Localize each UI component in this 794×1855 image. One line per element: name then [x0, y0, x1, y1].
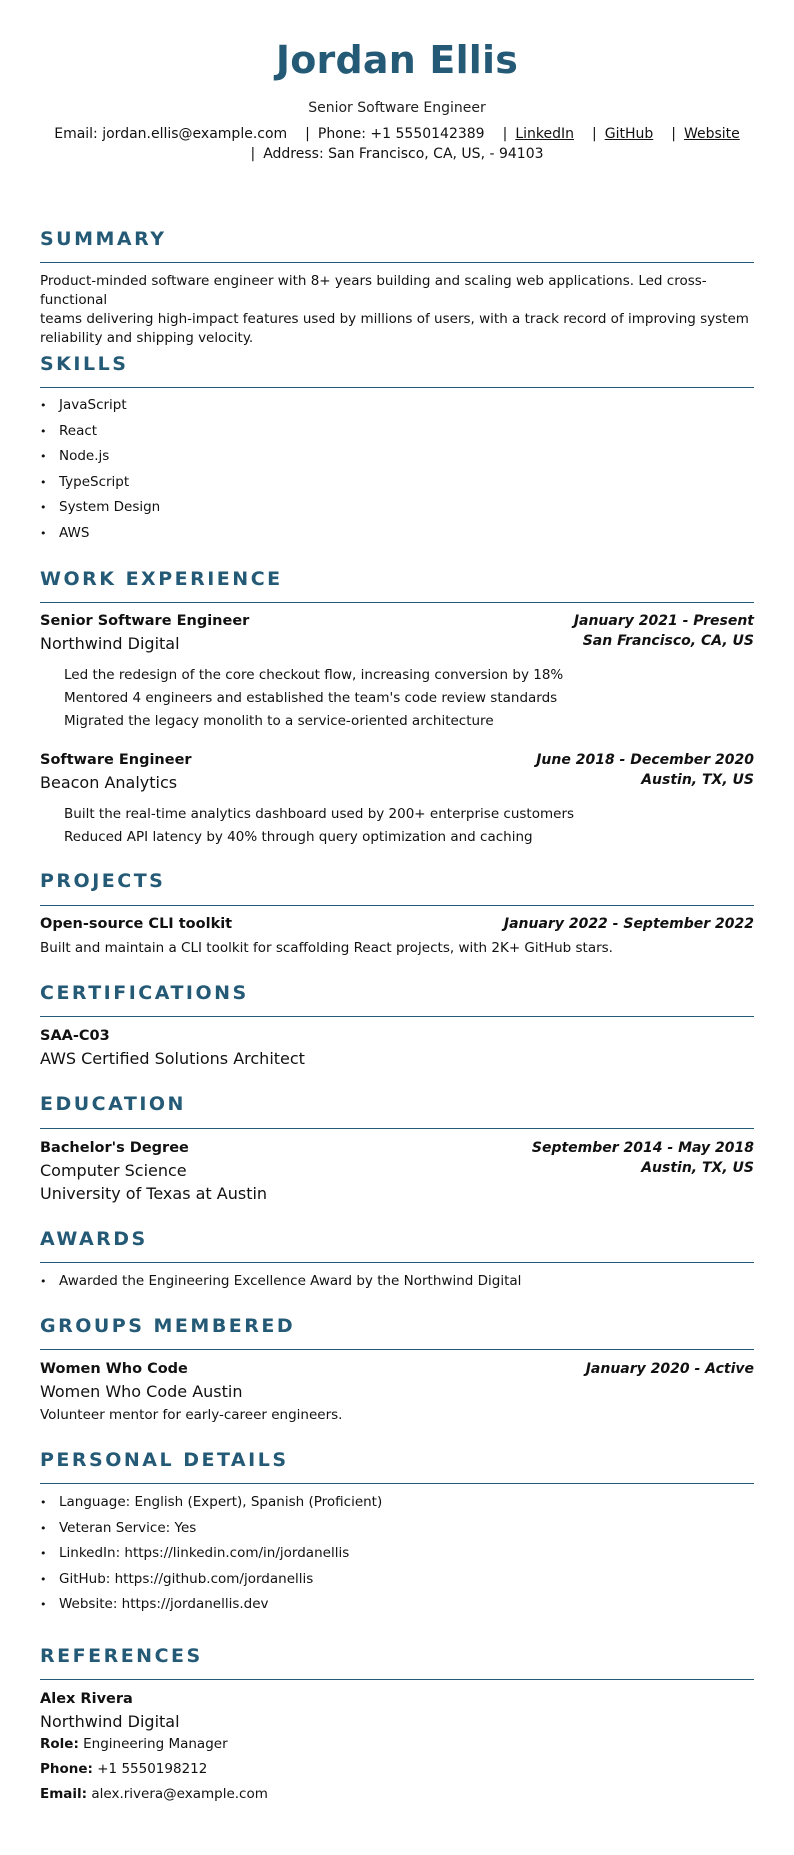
- section-title: EDUCATION: [40, 1093, 186, 1115]
- separator: |: [502, 126, 508, 142]
- skill-item: • TypeScript: [40, 470, 754, 496]
- skill-item: • System Design: [40, 495, 754, 521]
- education-dates: September 2014 - May 2018: [531, 1140, 754, 1156]
- contact-address: Address: San Francisco, CA, US, - 94103: [263, 146, 544, 162]
- section-title: REFERENCES: [40, 1645, 203, 1667]
- personal-item: • LinkedIn: https://linkedin.com/in/jordanellis: [40, 1541, 754, 1567]
- job-highlights: [64, 803, 754, 849]
- separator: |: [250, 146, 256, 162]
- certification-name: AWS Certified Solutions Architect: [40, 1049, 305, 1068]
- job-role: Senior Software Engineer: [40, 613, 250, 629]
- skill-item: • JavaScript: [40, 393, 754, 419]
- awards-list: [40, 1269, 754, 1295]
- job-dates: January 2021 - Present: [573, 613, 754, 629]
- section-divider: [40, 1349, 754, 1350]
- reference-role: [40, 1736, 228, 1752]
- job-highlight: Built the real-time analytics dashboard used by 200+ enterprise customers: [64, 806, 575, 822]
- section-title: PERSONAL DETAILS: [40, 1449, 289, 1471]
- section-title: CERTIFICATIONS: [40, 982, 249, 1004]
- personal-item: • Website: https://jordanellis.dev: [40, 1592, 754, 1618]
- education-school: University of Texas at Austin: [40, 1184, 268, 1203]
- contact-email[interactable]: Email: jordan.ellis@example.com: [54, 126, 288, 142]
- reference-name: Alex Rivera: [40, 1691, 133, 1707]
- job-company: Beacon Analytics: [40, 773, 178, 792]
- reference-phone: [40, 1761, 207, 1777]
- github-link[interactable]: GitHub: [604, 126, 654, 142]
- contact-line: [0, 126, 794, 142]
- contact-phone: Phone: +1 5550142389: [317, 126, 485, 142]
- job-role: Software Engineer: [40, 752, 192, 768]
- reference-email-label: Email:: [40, 1786, 88, 1802]
- personal-item: • GitHub: https://github.com/jordanellis: [40, 1567, 754, 1593]
- reference-role-value: Engineering Manager: [83, 1736, 228, 1752]
- reference-email-value[interactable]: alex.rivera@example.com: [91, 1786, 268, 1802]
- separator: |: [671, 126, 676, 142]
- group-dates: January 2020 - Active: [585, 1361, 754, 1377]
- education-field: Computer Science: [40, 1161, 187, 1180]
- section-divider: [40, 1262, 754, 1263]
- section-divider: [40, 1679, 754, 1680]
- project-description: Built and maintain a CLI toolkit for scaffolding React projects, with 2K+ GitHub stars.: [40, 940, 613, 956]
- summary-line: teams delivering high-impact features used by millions of users, with a track record of improving system: [40, 311, 749, 327]
- personal-list: [40, 1490, 754, 1618]
- group-name: Women Who Code: [40, 1361, 188, 1377]
- skills-list: [40, 393, 754, 546]
- summary-text: [40, 272, 754, 348]
- section-divider: [40, 1128, 754, 1129]
- separator: |: [305, 126, 310, 142]
- job-location: Austin, TX, US: [641, 772, 754, 788]
- section-title: GROUPS MEMBERED: [40, 1315, 296, 1337]
- job-dates: June 2018 - December 2020: [536, 752, 754, 768]
- skill-item: • AWS: [40, 521, 754, 547]
- linkedin-link[interactable]: LinkedIn: [515, 126, 574, 142]
- skill-item: • React: [40, 419, 754, 445]
- section-divider: [40, 905, 754, 906]
- job-highlight: Migrated the legacy monolith to a service-oriented architecture: [64, 713, 494, 729]
- personal-item: • Veteran Service: Yes: [40, 1516, 754, 1542]
- candidate-name: Jordan Ellis: [275, 38, 519, 82]
- group-chapter: Women Who Code Austin: [40, 1382, 243, 1401]
- job-location: San Francisco, CA, US: [582, 633, 754, 649]
- education-location: Austin, TX, US: [641, 1160, 754, 1176]
- address-line: [0, 146, 794, 162]
- job-highlight: Mentored 4 engineers and established the team's code review standards: [64, 690, 558, 706]
- group-description: Volunteer mentor for early-career engineers.: [40, 1407, 343, 1423]
- reference-role-label: Role:: [40, 1736, 79, 1752]
- skill-item: • Node.js: [40, 444, 754, 470]
- section-title: AWARDS: [40, 1228, 148, 1250]
- award-item: • Awarded the Engineering Excellence Award by the Northwind Digital: [40, 1269, 754, 1295]
- candidate-headline: Senior Software Engineer: [308, 100, 486, 116]
- summary-line: Product-minded software engineer with 8+ years building and scaling web applications. Led cross-functional: [40, 273, 707, 308]
- section-divider: [40, 1016, 754, 1017]
- project-name: Open-source CLI toolkit: [40, 916, 233, 932]
- section-title: SUMMARY: [40, 228, 167, 250]
- section-divider: [40, 387, 754, 388]
- personal-item: • Language: English (Expert), Spanish (Proficient): [40, 1490, 754, 1516]
- section-divider: [40, 602, 754, 603]
- reference-phone-value: +1 5550198212: [97, 1761, 208, 1777]
- job-highlights: [64, 664, 754, 733]
- education-degree: Bachelor's Degree: [40, 1140, 189, 1156]
- reference-email: [40, 1786, 268, 1802]
- job-highlight: Reduced API latency by 40% through query optimization and caching: [64, 829, 533, 845]
- website-link[interactable]: Website: [683, 126, 740, 142]
- job-company: Northwind Digital: [40, 634, 180, 653]
- project-dates: January 2022 - September 2022: [503, 916, 754, 932]
- separator: |: [592, 126, 597, 142]
- section-divider: [40, 1483, 754, 1484]
- section-title: PROJECTS: [40, 870, 166, 892]
- certification-code: SAA-C03: [40, 1028, 110, 1044]
- section-title: SKILLS: [40, 353, 129, 375]
- reference-phone-label: Phone:: [40, 1761, 93, 1777]
- job-highlight: Led the redesign of the core checkout flow, increasing conversion by 18%: [64, 667, 564, 683]
- section-divider: [40, 262, 754, 263]
- reference-company: Northwind Digital: [40, 1712, 180, 1731]
- section-title: WORK EXPERIENCE: [40, 568, 283, 590]
- summary-line: reliability and shipping velocity.: [40, 330, 254, 346]
